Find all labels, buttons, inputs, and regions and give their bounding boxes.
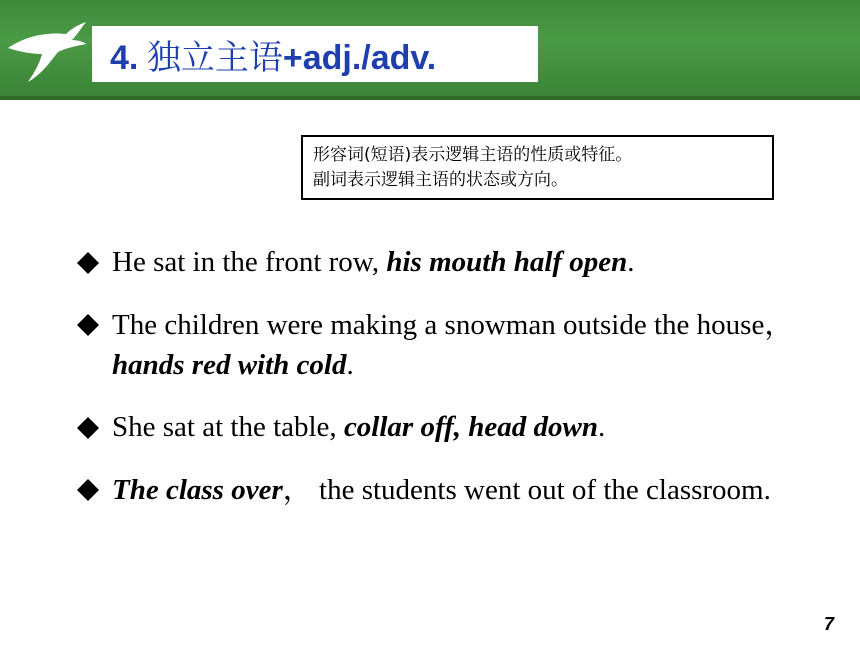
bullet-emphasis: The class over (112, 474, 283, 506)
title-box (92, 26, 538, 82)
note-box (301, 135, 774, 200)
title-number: 4. (110, 38, 139, 77)
bullet-punct: ， (282, 472, 312, 506)
bullet-text-end: . (597, 411, 606, 443)
bullet-punct: ， (764, 307, 794, 341)
bullet-emphasis-2: head down (468, 411, 598, 443)
list-item (74, 407, 804, 447)
list-item (74, 304, 804, 385)
bullet-text: She sat at the table, (112, 411, 344, 443)
bullet-text-end: . (346, 349, 354, 381)
slide-title (110, 30, 436, 79)
title-english: +adj./adv. (282, 38, 437, 77)
bullet-emphasis: collar off (343, 411, 454, 443)
bullet-emphasis: his mouth half open (386, 246, 628, 278)
swallow-bird-icon (6, 18, 88, 84)
bullet-text-end: the students went out of the classroom. (311, 474, 771, 506)
diamond-bullet-icon (76, 251, 100, 275)
example-list (74, 242, 804, 532)
bullet-text-end: . (627, 246, 635, 278)
bullet-text: He sat in the front row, (112, 246, 387, 278)
title-chinese: 独立主语 (146, 37, 283, 78)
page-number: 7 (823, 614, 834, 634)
list-item (74, 469, 804, 510)
diamond-bullet-icon (76, 313, 100, 337)
diamond-bullet-icon (76, 416, 100, 440)
header-band (0, 0, 860, 100)
note-line-adjective: 形容词(短语)表示逻辑主语的性质或特征。 (313, 145, 633, 165)
list-item (74, 242, 804, 282)
note-line-adverb: 副词表示逻辑主语的状态或方向。 (313, 170, 568, 190)
bullet-text: The children were making a snowman outside the house (112, 309, 765, 341)
bullet-emphasis-comma: , (453, 411, 469, 443)
bullet-emphasis: hands red with cold (112, 349, 347, 381)
diamond-bullet-icon (76, 478, 100, 502)
